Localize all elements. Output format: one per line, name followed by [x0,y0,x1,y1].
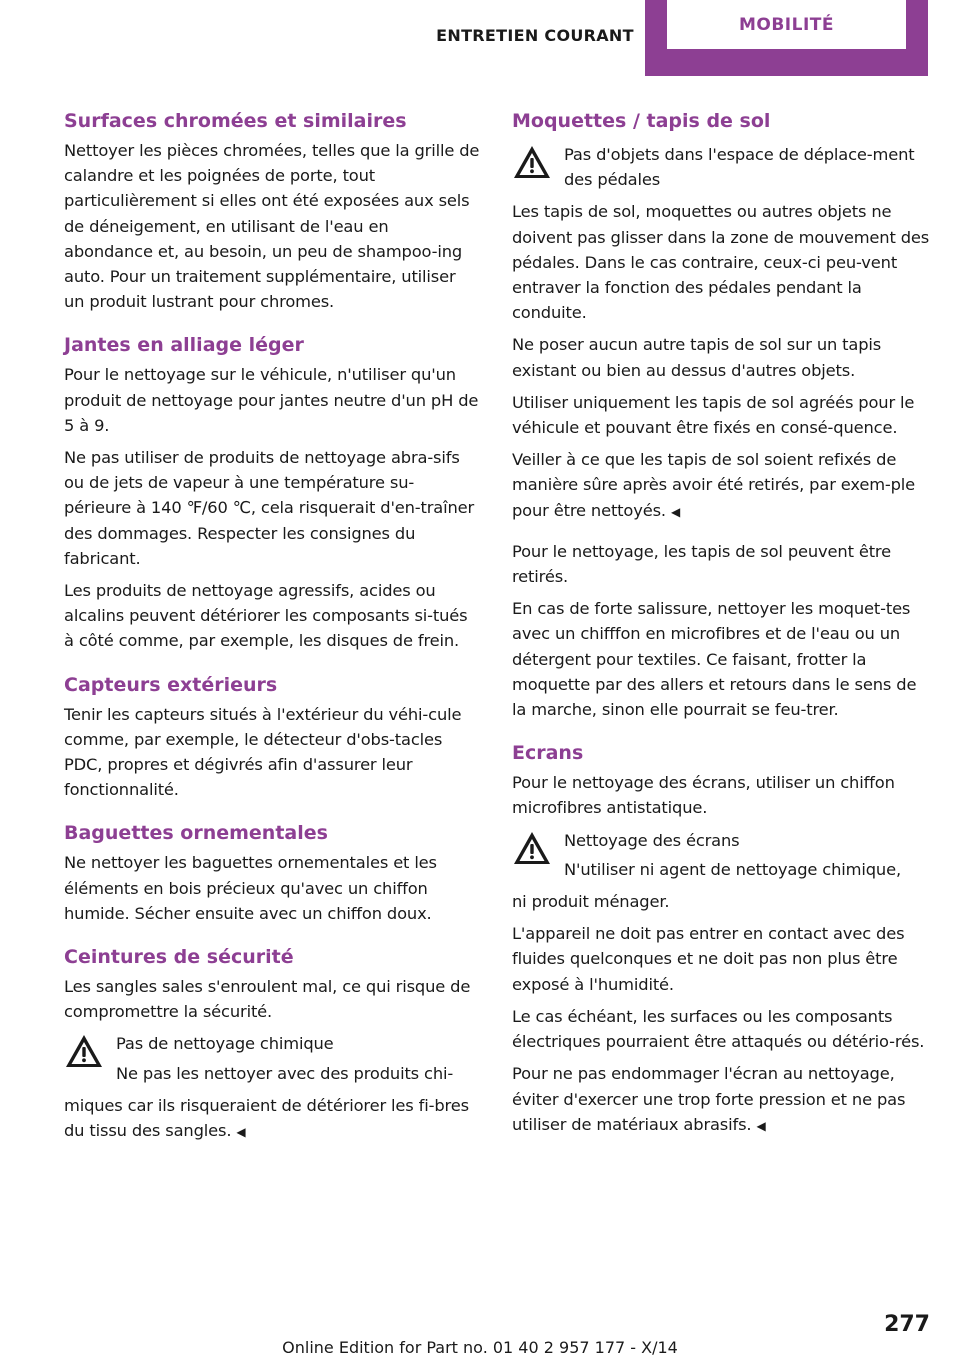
warning-line: Ne pas les nettoyer avec des produits chi- [116,1063,454,1083]
paragraph: Pour le nettoyage des écrans, utiliser un chiffon microfibres antistatique. [512,773,895,818]
warning-block [64,1031,480,1089]
warning-text [564,142,930,196]
chapter-tab-label: MOBILITÉ [667,0,906,53]
paragraph: Ne nettoyer les baguettes ornementales et les éléments en bois précieux qu'avec un chiffon humide. Sécher ensuite avec un chiffon doux. [64,853,437,923]
warning-title: Pas d'objets dans l'espace de déplace-ment des pédales [564,145,915,190]
warning-title: Nettoyage des écrans [564,830,740,850]
warning-text [116,1031,453,1089]
paragraph: Utiliser uniquement les tapis de sol agréés pour le véhicule et pouvant être fixés en consé-quence. [512,392,915,438]
section-floor-mats [512,108,930,722]
end-marker-icon: ◀ [756,1118,766,1133]
end-marker-icon: ◀ [236,1125,246,1140]
paragraph: Pour le nettoyage, les tapis de sol peuvent être retirés. [512,541,891,587]
section-title: Jantes en alliage léger [64,334,304,357]
paragraph-text: Veiller à ce que les tapis de sol soient refixés de manière sûre après avoir été retirés, par exem-ple pour être nettoyés. [512,450,916,520]
section-title: Ecrans [512,742,584,765]
paragraph: Ne pas utiliser de produits de nettoyage abra-sifs ou de jets de vapeur à une température su-périeure à 140 ℉/60 ℃, cela risquerait d'en-traîner des dommages. Respecter les consignes du fabricant. [64,448,475,568]
warning-block [512,828,930,886]
section-alloy-wheels [64,332,480,653]
edition-footer: Online Edition for Part no. 01 40 2 957 177 - X/14 [282,1338,678,1357]
section-title: Ceintures de sécurité [64,946,294,969]
section-title: Capteurs extérieurs [64,673,278,696]
paragraph [512,1061,930,1139]
warning-triangle-icon [512,830,552,866]
chapter-tab [645,0,928,76]
warning-continuation: miques car ils risqueraient de détériorer les fi-bres du tissu des sangles. [64,1095,469,1141]
section-screens [512,740,930,1139]
paragraph: Le cas échéant, les surfaces ou les composants électriques pourraient être attaqués ou détério-rés. [512,1006,925,1052]
paragraph: Les tapis de sol, moquettes ou autres objets ne doivent pas glisser dans la zone de mouvement des pédales. Dans le cas contraire, ceux-ci peu-vent entraver la fonction des pédales pendant la conduite. [512,202,930,323]
paragraph: En cas de forte salissure, nettoyer les moquet-tes avec un chifffon en microfibres et de l'eau ou un détergent pour textiles. Ce faisant, frotter la moquette par des allers et retours dans le sens de la marche, sinon elle pourrait se feu-trer. [512,599,917,720]
paragraph [512,447,930,525]
warning-triangle-icon [64,1033,104,1069]
section-title: Baguettes ornementales [64,822,328,845]
section-trim-strips [64,820,480,926]
warning-text [564,828,901,886]
section-label: ENTRETIEN COURANT [436,26,634,45]
section-seat-belts [64,944,480,1145]
paragraph: Pour le nettoyage sur le véhicule, n'utiliser qu'un produit de nettoyage pour jantes neutre d'un pH de 5 à 9. [64,365,479,435]
paragraph: ni produit ménager. [512,892,670,912]
left-column [64,108,480,1163]
paragraph: L'appareil ne doit pas entrer en contact avec des fluides quelconques et ne doit pas non plus être exposé à l'humidité. [512,924,905,994]
section-title: Moquettes / tapis de sol [512,110,771,132]
section-title: Surfaces chromées et similaires [64,110,407,132]
paragraph: Les sangles sales s'enroulent mal, ce qui risque de compromettre la sécurité. [64,977,471,1022]
warning-block [512,142,930,196]
paragraph: Les produits de nettoyage agressifs, acides ou alcalins peuvent détériorer les composants si-tués à côté comme, par exemple, les disques de frein. [64,581,468,651]
section-chrome-surfaces [64,108,480,314]
paragraph [64,1093,480,1145]
end-marker-icon: ◀ [670,504,681,519]
warning-line: N'utiliser ni agent de nettoyage chimique, [564,859,901,879]
section-exterior-sensors [64,672,480,803]
paragraph: Tenir les capteurs situés à l'extérieur du véhi-cule comme, par exemple, le détecteur d'obs-tacles PDC, propres et dégivrés afin d'assurer leur fonctionnalité. [64,704,462,800]
warning-title: Pas de nettoyage chimique [116,1034,334,1054]
paragraph: Ne poser aucun autre tapis de sol sur un tapis existant ou bien au dessus d'autres objets. [512,335,882,380]
paragraph: Nettoyer les pièces chromées, telles que la grille de calandre et les poignées de porte, tout particulièrement si elles ont été exposées aux sels de déneigement, en utilisant de l'eau en abondance et, au besoin, un peu de shampoo-ing auto. Pour un traitement supplémentaire, utiliser un produit lustrant pour chromes. [64,141,480,312]
paragraph-text: Pour ne pas endommager l'écran au nettoyage, éviter d'exercer une trop forte pression et ne pas utiliser de matériaux abrasifs. [512,1064,906,1134]
right-column [512,108,930,1157]
page-number: 277 [884,1312,930,1337]
warning-triangle-icon [512,144,552,180]
